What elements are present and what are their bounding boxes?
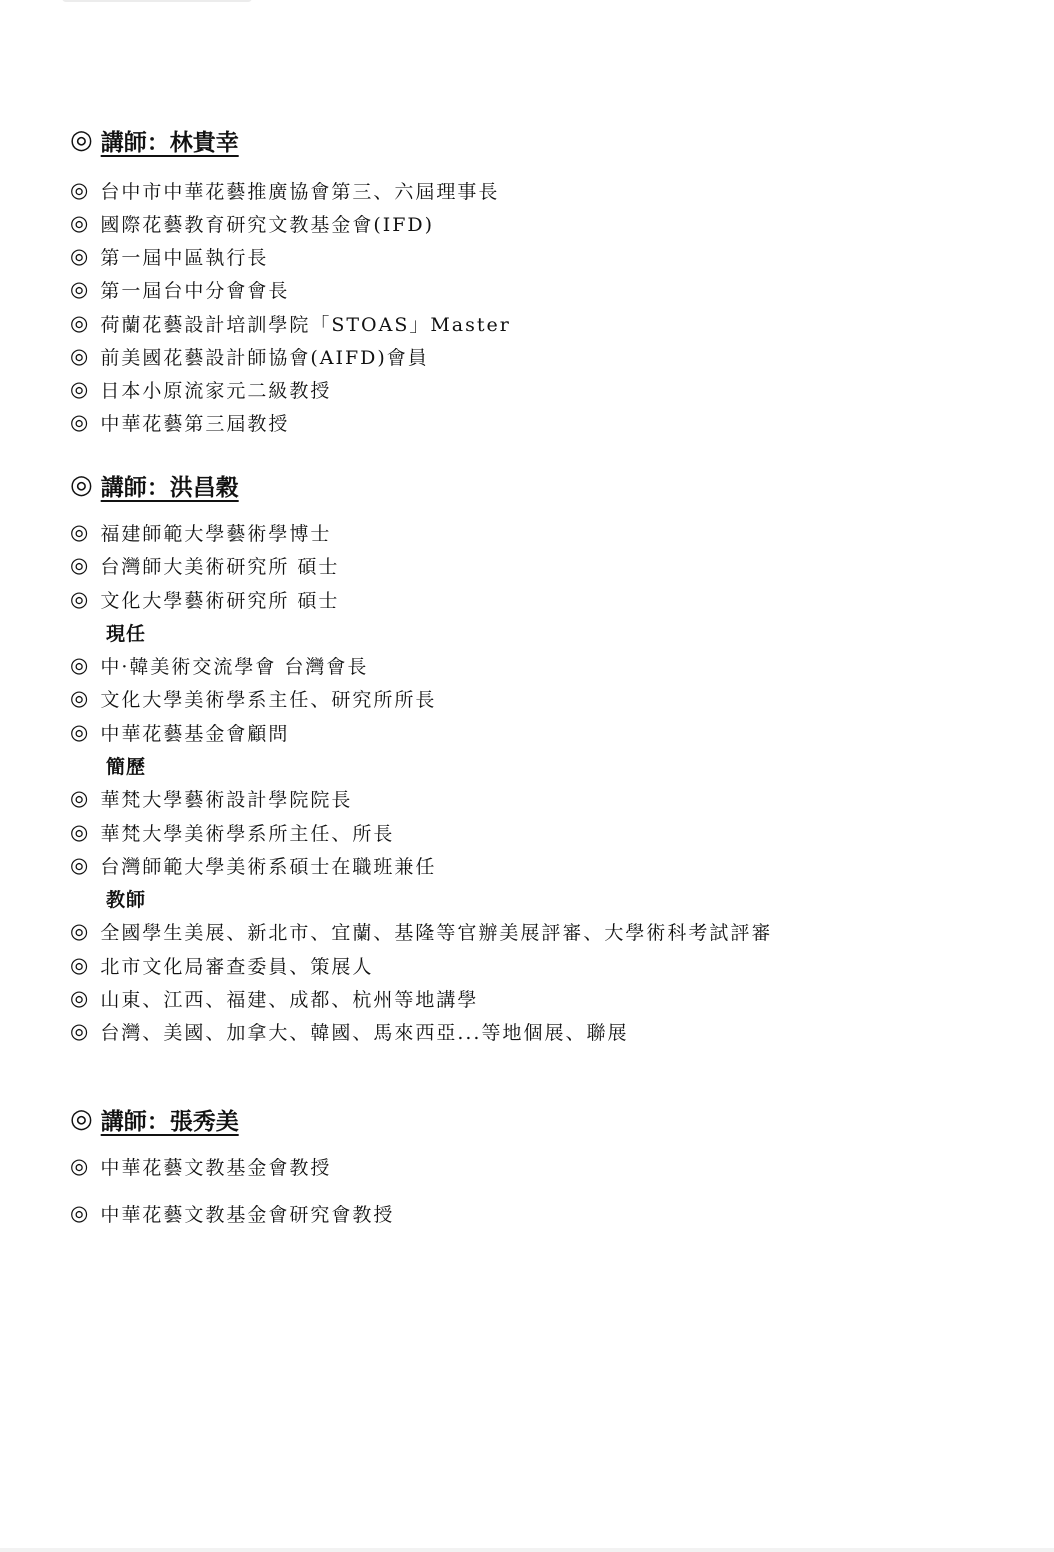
item-text: 文化大學藝術研究所 碩士 <box>100 589 340 612</box>
top-tab-decoration <box>62 0 252 2</box>
bullet-mark: ◎ <box>70 377 89 401</box>
bullet-mark: ◎ <box>70 344 89 368</box>
instructor-3-heading <box>70 1099 239 1139</box>
item-text: 台灣、美國、加拿大、韓國、馬來西亞...等地個展、聯展 <box>100 1021 629 1044</box>
item-text: 荷蘭花藝設計培訓學院「STOAS」Master <box>100 313 511 336</box>
list-item <box>70 550 339 580</box>
item-text: 中華花藝文教基金會教授 <box>100 1156 332 1179</box>
bullet-mark: ◎ <box>70 720 89 744</box>
list-item <box>70 175 499 205</box>
bullet-mark: ◎ <box>70 786 89 810</box>
bullet-mark: ◎ <box>70 311 89 335</box>
bullet-mark: ◎ <box>70 277 89 301</box>
instructor-2-title: 講師：洪昌穀 <box>100 473 239 501</box>
bullet-mark: ◎ <box>70 178 89 202</box>
bullet-mark: ◎ <box>70 244 89 268</box>
list-item <box>70 374 331 404</box>
bullet-mark: ◎ <box>70 653 89 677</box>
instructor-1-heading <box>70 120 239 160</box>
list-item <box>70 274 289 304</box>
bullet-mark: ◎ <box>70 1154 89 1178</box>
item-text: 中·韓美術交流學會 台灣會長 <box>100 655 369 678</box>
item-text: 台灣師大美術研究所 碩士 <box>100 555 340 578</box>
list-item <box>70 241 268 271</box>
list-item <box>70 1198 394 1228</box>
item-text: 中華花藝文教基金會研究會教授 <box>100 1203 395 1226</box>
item-text: 台中市中華花藝推廣協會第三、六屆理事長 <box>100 180 500 203</box>
item-text: 華梵大學美術學系所主任、所長 <box>100 822 395 845</box>
list-item <box>70 683 436 713</box>
list-item <box>70 783 352 813</box>
list-item <box>70 341 429 371</box>
bullet-mark: ◎ <box>70 1104 93 1134</box>
item-text: 第一屆中區執行長 <box>100 246 269 269</box>
list-item <box>70 407 289 437</box>
item-text: 全國學生美展、新北市、宜蘭、基隆等官辦美展評審、大學術科考試評審 <box>100 921 773 944</box>
bullet-mark: ◎ <box>70 410 89 434</box>
item-text: 第一屆台中分會會長 <box>100 279 290 302</box>
bullet-mark: ◎ <box>70 470 93 500</box>
bullet-mark: ◎ <box>70 986 89 1010</box>
bullet-mark: ◎ <box>70 953 89 977</box>
bullet-mark: ◎ <box>70 211 89 235</box>
item-text: 福建師範大學藝術學博士 <box>100 522 332 545</box>
group-label-resume: 簡歷 <box>106 755 147 778</box>
item-text: 北市文化局審查委員、策展人 <box>100 955 374 978</box>
list-item <box>70 950 373 980</box>
bullet-mark: ◎ <box>70 587 89 611</box>
bullet-mark: ◎ <box>70 820 89 844</box>
item-text: 山東、江西、福建、成都、杭州等地講學 <box>100 988 479 1011</box>
item-text: 日本小原流家元二級教授 <box>100 379 332 402</box>
bullet-mark: ◎ <box>70 125 93 155</box>
item-text: 國際花藝教育研究文教基金會(IFD) <box>100 213 435 236</box>
page-bottom-edge <box>0 1548 1054 1552</box>
instructor-1-title: 講師：林貴幸 <box>100 128 239 156</box>
list-item <box>70 983 478 1013</box>
group-label-current: 現任 <box>106 622 147 645</box>
list-item <box>70 517 331 547</box>
instructor-2-heading <box>70 465 239 505</box>
item-text: 台灣師範大學美術系碩士在職班兼任 <box>100 855 437 878</box>
bullet-mark: ◎ <box>70 686 89 710</box>
item-text: 前美國花藝設計師協會(AIFD)會員 <box>100 346 429 369</box>
list-item <box>70 717 289 747</box>
list-item <box>70 308 511 338</box>
bullet-mark: ◎ <box>70 853 89 877</box>
list-item <box>70 208 434 238</box>
bullet-mark: ◎ <box>70 919 89 943</box>
list-item <box>70 1016 628 1046</box>
bullet-mark: ◎ <box>70 1019 89 1043</box>
bullet-mark: ◎ <box>70 1201 89 1225</box>
list-item <box>70 584 339 614</box>
item-text: 華梵大學藝術設計學院院長 <box>100 788 353 811</box>
bullet-mark: ◎ <box>70 520 89 544</box>
list-item <box>70 1151 331 1181</box>
instructor-3-title: 講師：張秀美 <box>100 1107 239 1135</box>
list-item <box>70 916 772 946</box>
item-text: 文化大學美術學系主任、研究所所長 <box>100 688 437 711</box>
list-item <box>70 650 368 680</box>
list-item <box>70 817 394 847</box>
item-text: 中華花藝基金會顧問 <box>100 722 290 745</box>
bullet-mark: ◎ <box>70 553 89 577</box>
list-item <box>70 850 436 880</box>
group-label-teacher: 教師 <box>106 888 147 911</box>
item-text: 中華花藝第三屆教授 <box>100 412 290 435</box>
